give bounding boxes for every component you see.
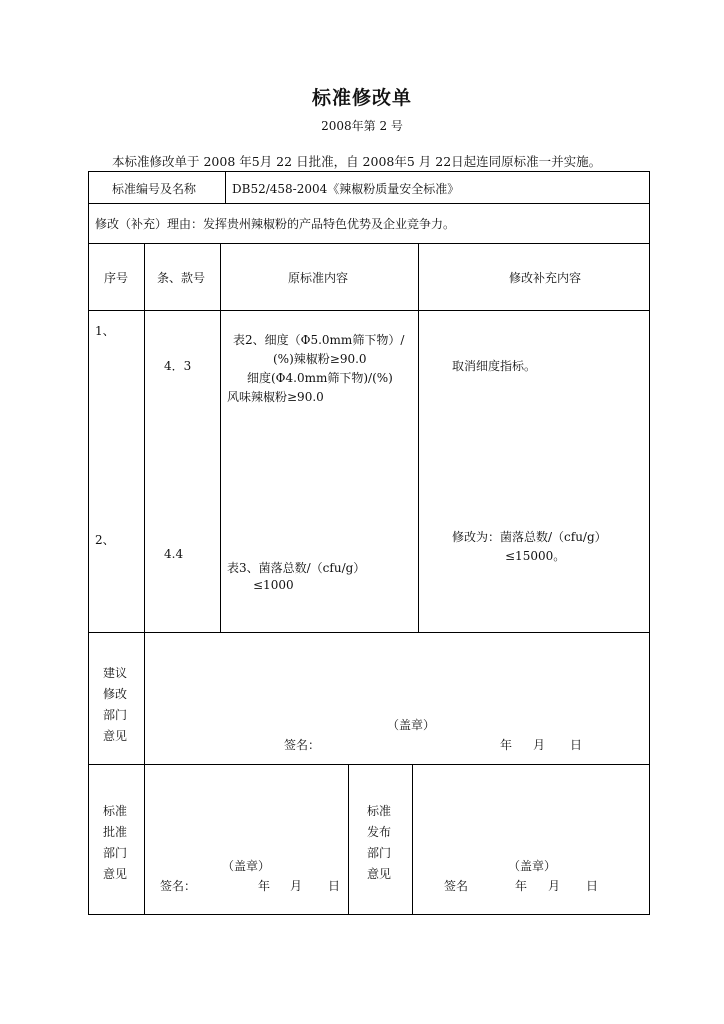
table-rule: [88, 632, 650, 633]
col-header-index: 序号: [104, 271, 129, 285]
row-2-clause: 4.4: [164, 547, 184, 561]
suggest-year: 年: [500, 738, 513, 752]
publish-dept-label: 标准 发布 部门 意见: [367, 804, 392, 881]
table-rule: [144, 632, 145, 764]
row-2-revision-line: ≤15000。: [505, 549, 566, 563]
row-1-revision-line: 取消细度指标。: [452, 359, 537, 373]
approve-year: 年: [258, 879, 271, 893]
table-rule: [88, 203, 650, 204]
publish-month: 月: [548, 879, 561, 893]
reason-text: 修改（补充）理由：发挥贵州辣椒粉的产品特色优势及企业竞争力。: [95, 217, 456, 231]
table-rule: [225, 171, 226, 203]
table-rule: [144, 243, 145, 632]
table-rule: [88, 764, 650, 765]
suggest-day: 日: [570, 738, 583, 752]
row-2-revision-line: 修改为：菌落总数/（cfu/g）: [452, 530, 607, 544]
page-title: 标准修改单: [311, 87, 412, 109]
row-2-original-line: 表3、菌落总数/（cfu/g）: [227, 561, 366, 575]
table-rule: [88, 171, 89, 915]
publish-seal: （盖章）: [508, 859, 557, 873]
table-rule: [144, 764, 145, 914]
suggest-sign-label: 签名：: [284, 738, 321, 752]
suggest-month: 月: [533, 738, 546, 752]
col-header-original: 原标准内容: [288, 271, 349, 285]
table-rule: [412, 764, 413, 914]
row-1-index: 1、: [95, 324, 115, 338]
table-rule: [220, 243, 221, 632]
col-header-clause: 条、款号: [157, 271, 206, 285]
approve-dept-label: 标准 批准 部门 意见: [103, 804, 128, 881]
intro-text: 本标准修改单于 2008 年5月 22 日批准，自 2008年5 月 22日起连同原标准一并实施。: [112, 154, 602, 169]
table-rule: [88, 310, 650, 311]
row-1-original-line: 风味辣椒粉≥90.0: [227, 390, 324, 404]
approve-day: 日: [328, 879, 341, 893]
suggest-seal: （盖章）: [387, 718, 436, 732]
table-rule: [88, 243, 650, 244]
table-rule: [348, 764, 349, 914]
std-value: DB52/458-2004《辣椒粉质量安全标准》: [232, 182, 460, 196]
issue-number: 2008年第 2 号: [321, 119, 403, 133]
col-header-revision: 修改补充内容: [509, 271, 582, 285]
table-rule: [88, 914, 650, 915]
row-1-original-line: 表2、细度（Φ5.0mm筛下物）/: [233, 333, 405, 347]
table-rule: [418, 243, 419, 632]
approve-month: 月: [290, 879, 303, 893]
row-2-index: 2、: [95, 533, 115, 547]
publish-year: 年: [515, 879, 528, 893]
approve-seal: （盖章）: [222, 859, 271, 873]
table-rule: [649, 171, 650, 915]
row-1-original-line: 细度(Φ4.0mm筛下物)/(%): [247, 371, 393, 385]
row-1-clause: 4．3: [164, 359, 192, 373]
publish-day: 日: [586, 879, 599, 893]
publish-sign-label: 签名: [444, 879, 469, 893]
suggest-dept-label: 建议 修改 部门 意见: [103, 666, 128, 743]
row-2-original-line: ≤1000: [253, 578, 294, 592]
std-label: 标准编号及名称: [112, 182, 197, 196]
row-1-original-line: (%)辣椒粉≥90.0: [273, 352, 367, 366]
approve-sign-label: 签名：: [160, 879, 197, 893]
table-rule: [88, 171, 650, 172]
